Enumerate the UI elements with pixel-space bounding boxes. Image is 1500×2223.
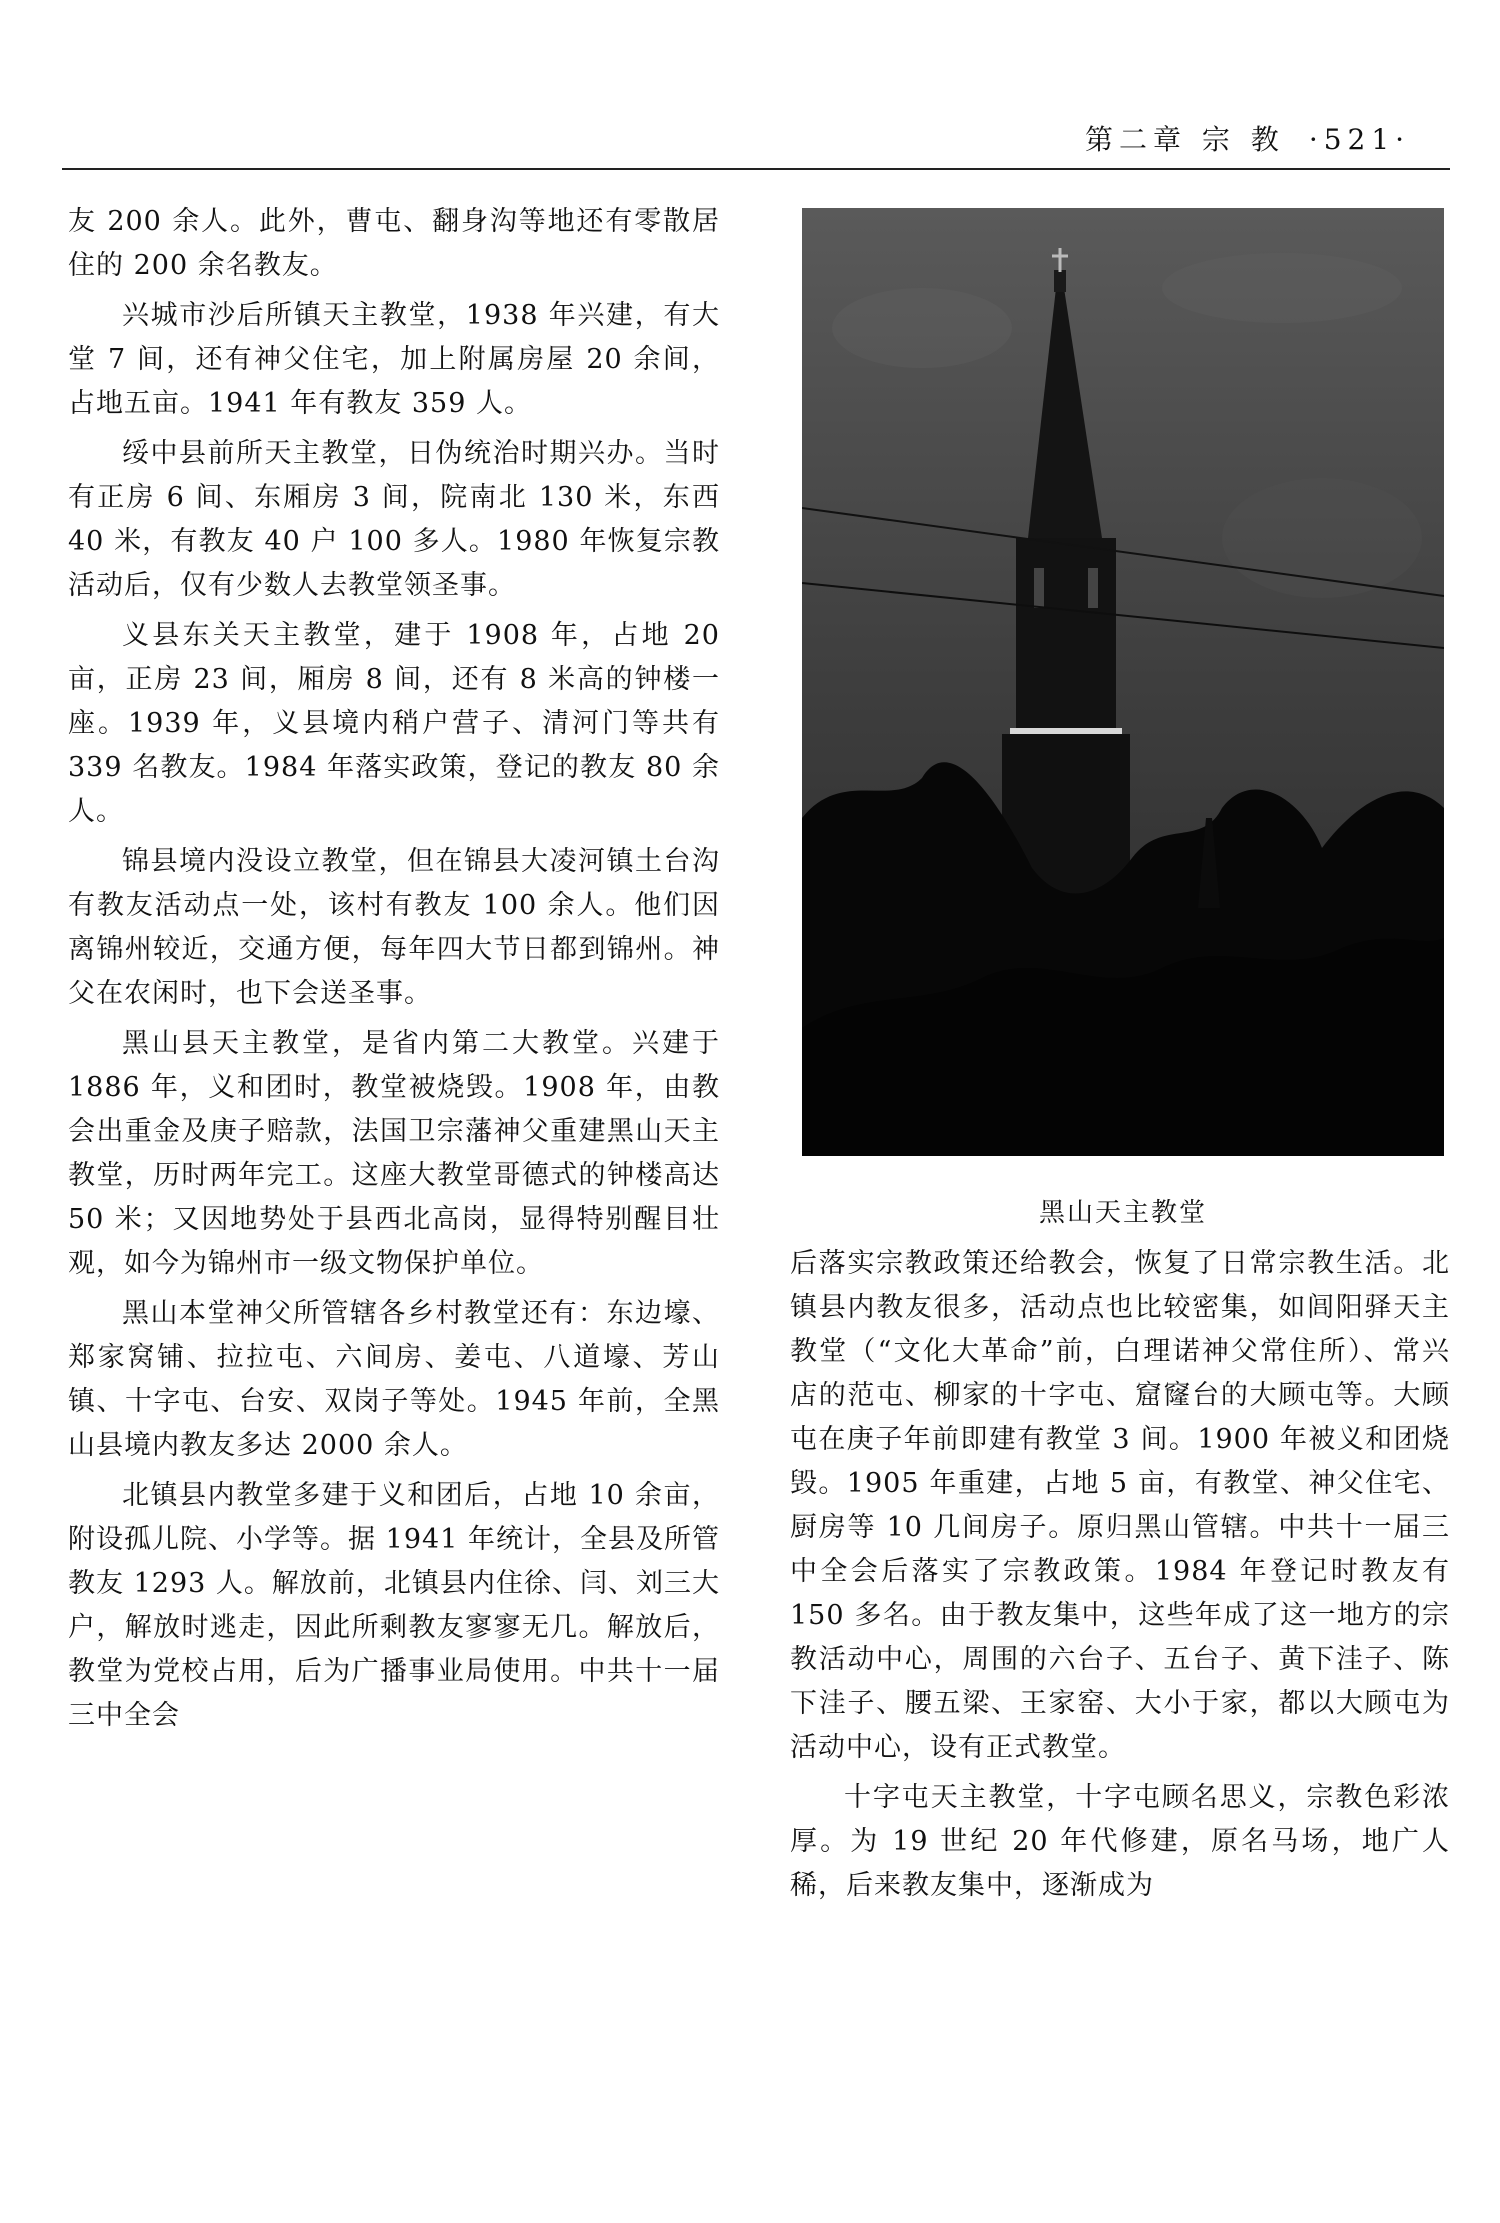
page-number: ·521· bbox=[1308, 123, 1411, 156]
church-photo bbox=[802, 208, 1444, 1156]
left-column bbox=[68, 200, 720, 1744]
paragraph: 黑山本堂神父所管辖各乡村教堂还有：东边壕、郑家窝铺、拉拉屯、六间房、姜屯、八道壕、芳山镇、十字屯、台安、双岗子等处。1945 年前，全黑山县境内教友多达 2000 余人。 bbox=[68, 1298, 720, 1461]
paragraph: 友 200 余人。此外，曹屯、翻身沟等地还有零散居住的 200 余名教友。 bbox=[68, 206, 720, 281]
chapter-title: 第二章 宗 教 bbox=[1085, 123, 1285, 156]
paragraph: 锦县境内没设立教堂，但在锦县大凌河镇土台沟有教友活动点一处，该村有教友 100 余人。他们因离锦州较近，交通方便，每年四大节日都到锦州。神父在农闲时，也下会送圣事。 bbox=[68, 846, 720, 1009]
paragraph: 后落实宗教政策还给教会，恢复了日常宗教生活。北镇县内教友很多，活动点也比较密集，如闾阳驿天主教堂（“文化大革命”前，白理诺神父常住所）、常兴店的范屯、柳家的十字屯、窟窿台的大顾屯等。大顾屯在庚子年前即建有教堂 3 间。1900 年被义和团烧毁。1905 年重建，占地 5 亩，有教堂、神父住宅、厨房等 10 几间房子。原归黑山管辖。中共十一届三中全会后落实了宗教政策。1984 年登记时教友有 150 多名。由于教友集中，这些年成了这一地方的宗教活动中心，周围的六台子、五台子、黄下洼子、陈下洼子、腰五梁、王家窑、大小于家，都以大顾屯为活动中心，设有正式教堂。 bbox=[790, 1248, 1450, 1763]
running-header bbox=[1085, 118, 1410, 158]
header-rule bbox=[62, 168, 1450, 170]
paragraph: 义县东关天主教堂，建于 1908 年，占地 20 亩，正房 23 间，厢房 8 间，还有 8 米高的钟楼一座。1939 年，义县境内稍户营子、清河门等共有 339 名教友。1984 年落实政策，登记的教友 80 余人。 bbox=[68, 620, 720, 827]
paragraph: 绥中县前所天主教堂，日伪统治时期兴办。当时有正房 6 间、东厢房 3 间，院南北 130 米，东西 40 米，有教友 40 户 100 多人。1980 年恢复宗教活动后，仅有少数人去教堂领圣事。 bbox=[68, 438, 720, 601]
paragraph: 十字屯天主教堂，十字屯顾名思义，宗教色彩浓厚。为 19 世纪 20 年代修建，原名马场，地广人稀，后来教友集中，逐渐成为 bbox=[790, 1782, 1450, 1901]
photo-caption: 黑山天主教堂 bbox=[1038, 1198, 1207, 1228]
paragraph: 北镇县内教堂多建于义和团后，占地 10 余亩，附设孤儿院、小学等。据 1941 年统计，全县及所管教友 1293 人。解放前，北镇县内住徐、闫、刘三大户，解放时逃走，因此所剩教友寥寥无几。解放后，教堂为党校占用，后为广播事业局使用。中共十一届三中全会 bbox=[68, 1480, 720, 1731]
right-column bbox=[790, 1242, 1450, 1914]
paragraph: 兴城市沙后所镇天主教堂，1938 年兴建，有大堂 7 间，还有神父住宅，加上附属房屋 20 余间，占地五亩。1941 年有教友 359 人。 bbox=[68, 300, 720, 419]
paragraph: 黑山县天主教堂，是省内第二大教堂。兴建于 1886 年，义和团时，教堂被烧毁。1908 年，由教会出重金及庚子赔款，法国卫宗藩神父重建黑山天主教堂，历时两年完工。这座大教堂哥德式的钟楼高达 50 米；又因地势处于县西北高岗，显得特别醒目壮观，如今为锦州市一级文物保护单位。 bbox=[68, 1028, 720, 1279]
church-photo-image bbox=[802, 208, 1444, 1156]
